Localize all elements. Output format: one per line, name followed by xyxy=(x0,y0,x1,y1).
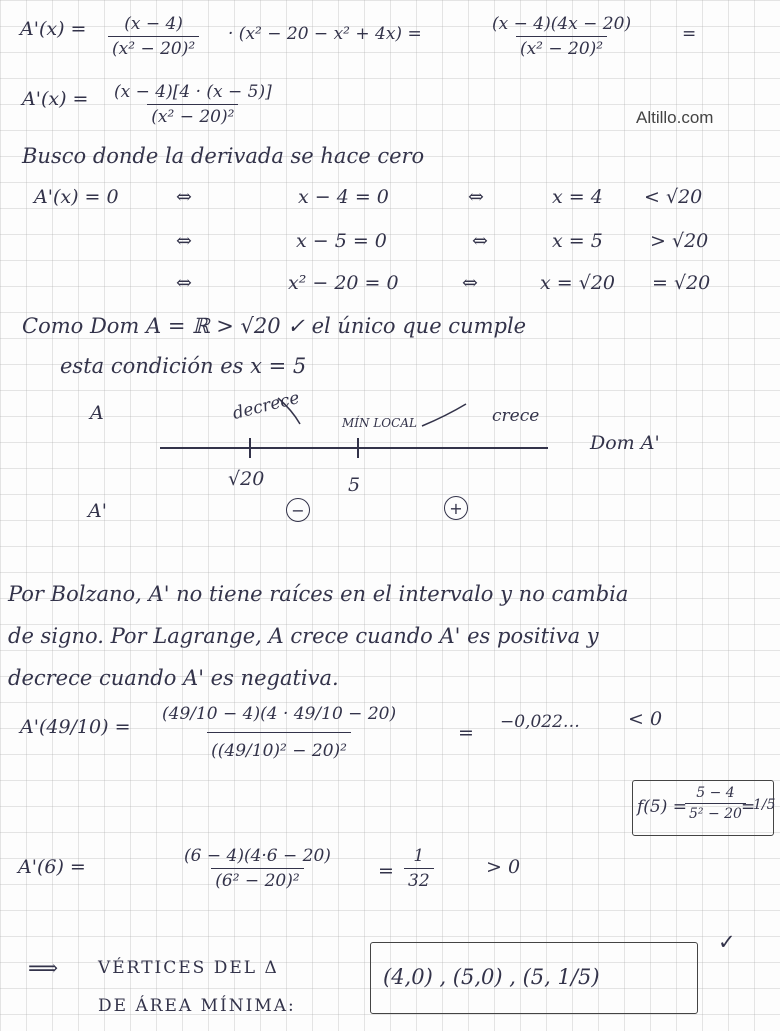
eq1-f1-numerator: (x − 4) xyxy=(124,14,183,34)
watermark: Altillo.com xyxy=(636,108,714,127)
domain-line-1: Como Dom A = ℝ > √20 ✓ el único que cumple xyxy=(22,314,527,338)
zero-row-lhs: A'(x) = 0 xyxy=(34,186,119,208)
paragraph-line-1: Por Bolzano, A' no tiene raíces en el intervalo y no cambia xyxy=(8,582,629,606)
eval2-result-numerator: 1 xyxy=(413,846,425,866)
conclusion-arrow: ⟹ xyxy=(28,956,59,980)
side-note-denominator: 5² − 20 xyxy=(685,803,746,822)
eval2-fraction xyxy=(180,846,335,891)
eq1-f2-numerator: (x − 4)(4x − 20) xyxy=(492,14,632,34)
check-mark-icon: ✓ xyxy=(718,930,736,954)
zero-row-compare: = √20 xyxy=(652,272,711,294)
zero-row-arrow2: ⇔ xyxy=(472,230,488,252)
sign-plus-circle: + xyxy=(444,496,468,520)
numline-min-local: MÍN LOCAL xyxy=(342,416,417,430)
conclusion-line-1: VÉRTICES DEL Δ xyxy=(98,958,279,978)
numline-crece: crece xyxy=(492,406,540,426)
numline-tick-label-sqrt20: √20 xyxy=(228,468,265,490)
eval2-result-denominator: 32 xyxy=(404,868,434,891)
eq1-tail: = xyxy=(682,24,697,44)
zero-row-result: x = 4 xyxy=(552,186,603,208)
numline-tick-label-5: 5 xyxy=(348,474,361,496)
eval1-result: −0,022… xyxy=(500,712,580,732)
eq2-denominator: (x² − 20)² xyxy=(147,104,238,127)
side-note-result: 1/5 xyxy=(753,797,776,813)
answer-box xyxy=(370,942,698,1014)
numline-label-A: A xyxy=(90,402,104,424)
zero-row-equation: x² − 20 = 0 xyxy=(288,272,399,294)
zero-row-arrow2: ⇔ xyxy=(462,272,478,294)
eq1-lhs: A'(x) = xyxy=(20,18,87,40)
eval1-fraction xyxy=(158,704,400,761)
eq1-multiplier: · (x² − 20 − x² + 4x) = xyxy=(228,24,422,44)
zero-row-arrow: ⇔ xyxy=(176,272,192,294)
conclusion-line-2: DE ÁREA MÍNIMA: xyxy=(98,996,296,1016)
eq1-f1-denominator: (x² − 20)² xyxy=(108,36,199,59)
zero-row-arrow: ⇔ xyxy=(176,230,192,252)
eval1-denominator: ((49/10)² − 20)² xyxy=(207,732,351,761)
eq2-numerator: (x − 4)[4 · (x − 5)] xyxy=(114,82,272,102)
eval2-equals: = xyxy=(378,860,394,882)
eval2-numerator: (6 − 4)(4·6 − 20) xyxy=(184,846,331,866)
eval2-lhs: A'(6) = xyxy=(18,856,86,878)
crece-arrow xyxy=(422,404,466,426)
eval1-equals: = xyxy=(458,722,474,744)
eval2-compare: > 0 xyxy=(486,856,521,878)
numline-dom: Dom A' xyxy=(590,432,660,454)
eq1-f2-denominator: (x² − 20)² xyxy=(516,36,607,59)
domain-line-2: esta condición es x = 5 xyxy=(60,354,307,378)
answer-vertices: (4,0) , (5,0) , (5, 1/5) xyxy=(383,965,600,989)
zero-row-equation: x − 5 = 0 xyxy=(296,230,387,252)
side-note-equals: = xyxy=(741,797,756,817)
zero-row-compare: < √20 xyxy=(644,186,703,208)
numline-label-Aprime: A' xyxy=(88,500,107,522)
numline-decrece: decrece xyxy=(230,388,302,424)
side-note-box xyxy=(632,780,774,836)
zero-row-arrow: ⇔ xyxy=(176,186,192,208)
paragraph-line-2: de signo. Por Lagrange, A crece cuando A' es positiva y xyxy=(8,624,599,648)
eval1-numerator: (49/10 − 4)(4 · 49/10 − 20) xyxy=(162,704,397,724)
zero-row-result: x = √20 xyxy=(540,272,615,294)
eval1-lhs: A'(49/10) = xyxy=(20,716,131,738)
zero-row-arrow2: ⇔ xyxy=(468,186,484,208)
side-note-lhs: f(5) = xyxy=(637,797,688,817)
eq2-lhs: A'(x) = xyxy=(22,88,89,110)
side-note-numerator: 5 − 4 xyxy=(696,785,735,801)
intro-sentence: Busco donde la derivada se hace cero xyxy=(22,144,425,168)
eval2-result xyxy=(404,846,434,891)
eval1-compare: < 0 xyxy=(628,708,663,730)
eval2-denominator: (6² − 20)² xyxy=(211,868,303,891)
zero-row-compare: > √20 xyxy=(650,230,709,252)
sign-minus-circle: − xyxy=(286,498,310,522)
zero-row-equation: x − 4 = 0 xyxy=(298,186,389,208)
side-note-fraction xyxy=(685,785,746,822)
paragraph-line-3: decrece cuando A' es negativa. xyxy=(8,666,339,690)
zero-row-result: x = 5 xyxy=(552,230,603,252)
